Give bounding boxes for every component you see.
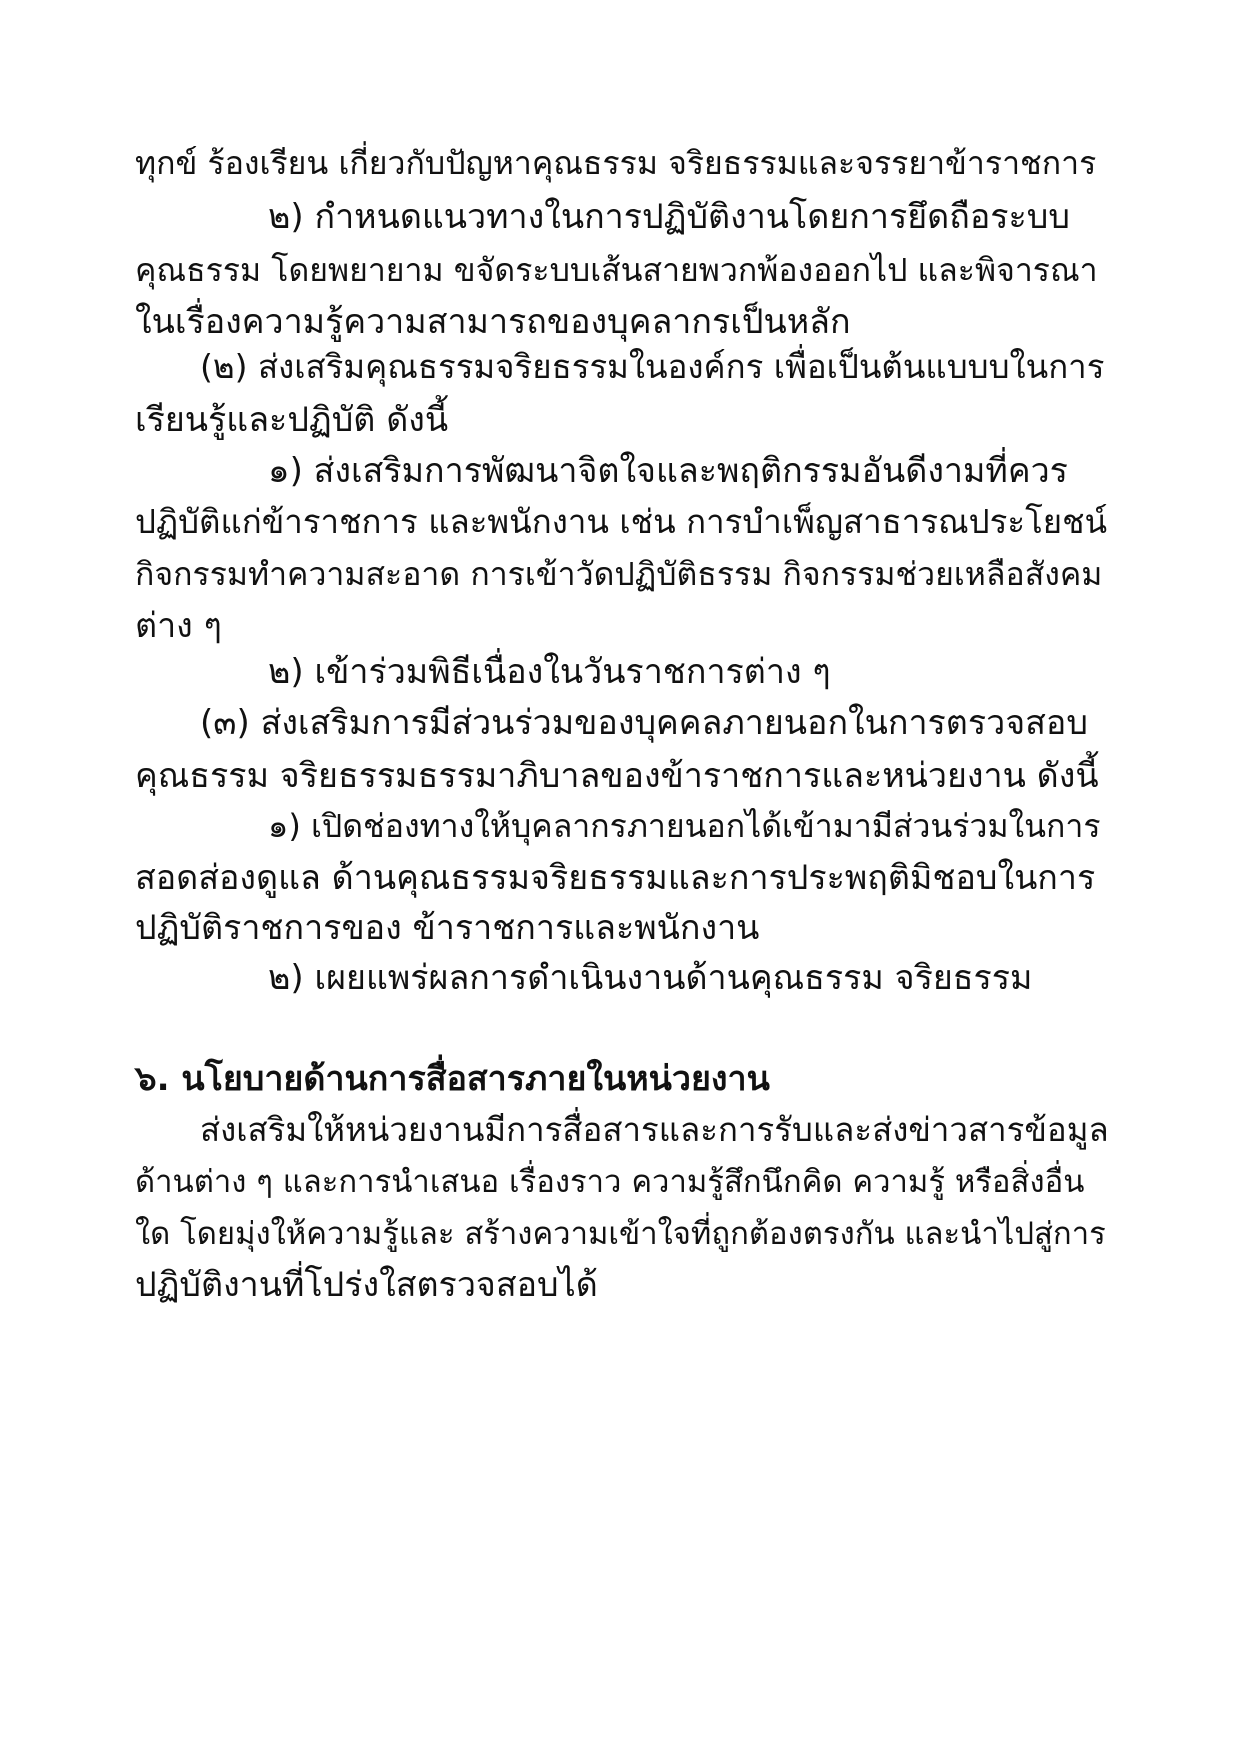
text-line: (๒) ส่งเสริมคุณธรรมจริยธรรมในองค์กร เพื่อเป็นต้นแบบบในการ xyxy=(200,347,1105,386)
text-line: ในเรื่องความรู้ความสามารถของบุคลากรเป็นหลัก xyxy=(135,302,851,342)
text-line: ๑) ส่งเสริมการพัฒนาจิตใจและพฤติกรรมอันดีงามที่ควร xyxy=(268,451,1068,491)
text-line: ส่งเสริมให้หน่วยงานมีการสื่อสารและการรับและส่งข่าวสารข้อมูล xyxy=(200,1110,1109,1149)
text-line: ๑) เปิดช่องทางให้บุคลากรภายนอกได้เข้ามามีส่วนร่วมในการ xyxy=(268,807,1101,845)
text-line: ๒) กำหนดแนวทางในการปฏิบัติงานโดยการยึดถือระบบ xyxy=(268,197,1070,237)
text-line: กิจกรรมทำความสะอาด การเข้าวัดปฏิบัติธรรม กิจกรรมช่วยเหลือสังคม xyxy=(135,555,1103,593)
text-line: ปฏิบัติงานที่โปร่งใสตรวจสอบได้ xyxy=(135,1265,598,1305)
text-line: ๒) เข้าร่วมพิธีเนื่องในวันราชการต่าง ๆ xyxy=(268,652,831,692)
text-line: ด้านต่าง ๆ และการนำเสนอ เรื่องราว ความรู้สึกนึกคิด ความรู้ หรือสิ่งอื่น xyxy=(135,1164,1085,1200)
text-line: (๓) ส่งเสริมการมีส่วนร่วมของบุคคลภายนอกในการตรวจสอบ xyxy=(200,703,1088,743)
text-line: ๒) เผยแพร่ผลการดำเนินงานด้านคุณธรรม จริยธรรม xyxy=(268,958,1033,998)
text-line: สอดส่องดูแล ด้านคุณธรรมจริยธรรมและการประพฤติมิชอบในการ xyxy=(135,858,1096,898)
section-heading: ๖. นโยบายด้านการสื่อสารภายในหน่วยงาน xyxy=(135,1059,770,1099)
text-line: เรียนรู้และปฏิบัติ ดังนี้ xyxy=(135,400,449,440)
text-line: คุณธรรม โดยพยายาม ขจัดระบบเส้นสายพวกพ้องออกไป และพิจารณา xyxy=(135,251,1098,289)
text-line: ต่าง ๆ xyxy=(135,606,222,646)
text-line: ปฏิบัติราชการของ ข้าราชการและพนักงาน xyxy=(135,908,760,948)
text-line: ทุกข์ ร้องเรียน เกี่ยวกับปัญหาคุณธรรม จริยธรรมและจรรยาข้าราชการ xyxy=(135,144,1097,182)
text-line: ใด โดยมุ่งให้ความรู้และ สร้างความเข้าใจที่ถูกต้องตรงกัน และนำไปสู่การ xyxy=(135,1216,1106,1252)
text-line: ปฏิบัติแก่ข้าราชการ และพนักงาน เช่น การบำเพ็ญสาธารณประโยชน์ xyxy=(135,502,1108,541)
text-line: คุณธรรม จริยธรรมธรรมาภิบาลของข้าราชการและหน่วยงาน ดังนี้ xyxy=(135,756,1099,796)
